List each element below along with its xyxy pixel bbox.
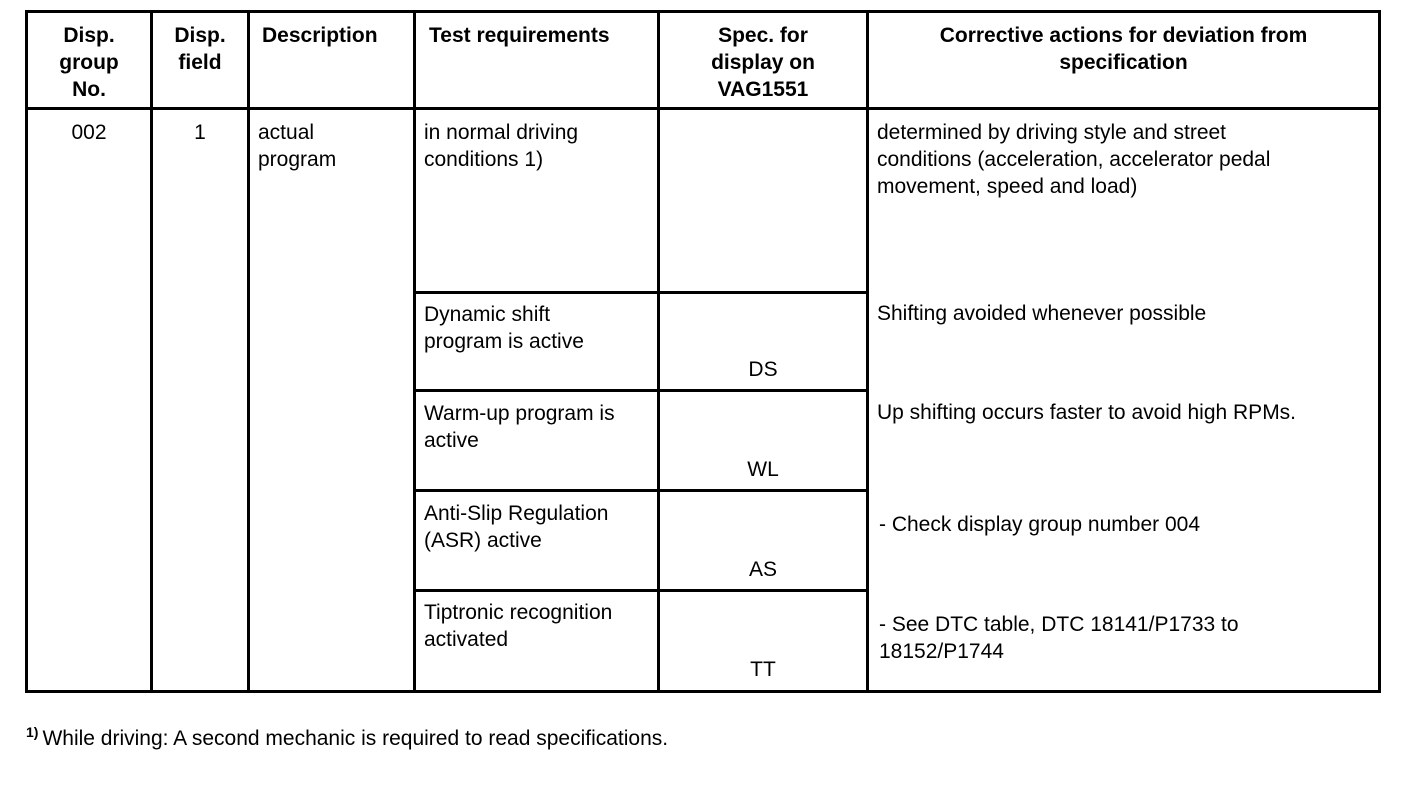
table-bottom-border	[25, 690, 1381, 693]
cell-test-3: Warm-up program is active	[424, 402, 615, 452]
header-field: Disp. field	[174, 24, 226, 74]
column-divider-2	[247, 10, 250, 693]
cell-spec-5: TT	[750, 658, 776, 681]
cell-corrective-4: - Check display group number 004	[879, 513, 1201, 536]
cell-corrective-2: Shifting avoided whenever possible	[877, 302, 1207, 325]
cell-test-5: Tiptronic recognition activated	[424, 601, 613, 651]
header-group-no: Disp. group No.	[59, 24, 119, 101]
footnote-marker: 1)	[26, 724, 39, 740]
cell-description: actual program	[258, 121, 337, 171]
footnote-text: While driving: A second mechanic is required to read specifications.	[42, 727, 669, 750]
cell-corrective-3: Up shifting occurs faster to avoid high RPMs.	[877, 401, 1297, 424]
cell-group-no: 002	[71, 121, 107, 144]
subrow-divider-1	[413, 291, 869, 294]
table-right-border	[1378, 10, 1381, 693]
subrow-divider-4	[413, 589, 869, 592]
cell-spec-2: DS	[748, 358, 778, 381]
table-top-border	[25, 10, 1381, 13]
cell-test-4: Anti-Slip Regulation (ASR) active	[424, 502, 609, 552]
subrow-divider-2	[413, 389, 869, 392]
header-corrective: Corrective actions for deviation from specification	[939, 24, 1308, 74]
header-description: Description	[262, 24, 378, 47]
cell-corrective-1: determined by driving style and street conditions (acceleration, accelerator pedal movement, speed and load)	[877, 121, 1271, 198]
cell-test-2: Dynamic shift program is active	[424, 303, 584, 353]
cell-spec-4: AS	[748, 558, 777, 581]
cell-spec-3: WL	[747, 458, 779, 481]
column-divider-1	[150, 10, 153, 693]
header-bottom-border	[25, 107, 1381, 110]
table-left-border	[25, 10, 28, 693]
header-test-requirements: Test requirements	[429, 24, 610, 47]
cell-field: 1	[194, 121, 206, 144]
header-spec: Spec. for display on VAG1551	[711, 24, 815, 101]
cell-test-1: in normal driving conditions 1)	[424, 121, 579, 171]
footnote	[26, 724, 668, 751]
subrow-divider-3	[413, 489, 869, 492]
cell-corrective-5: - See DTC table, DTC 18141/P1733 to 18152/P1744	[879, 613, 1239, 663]
